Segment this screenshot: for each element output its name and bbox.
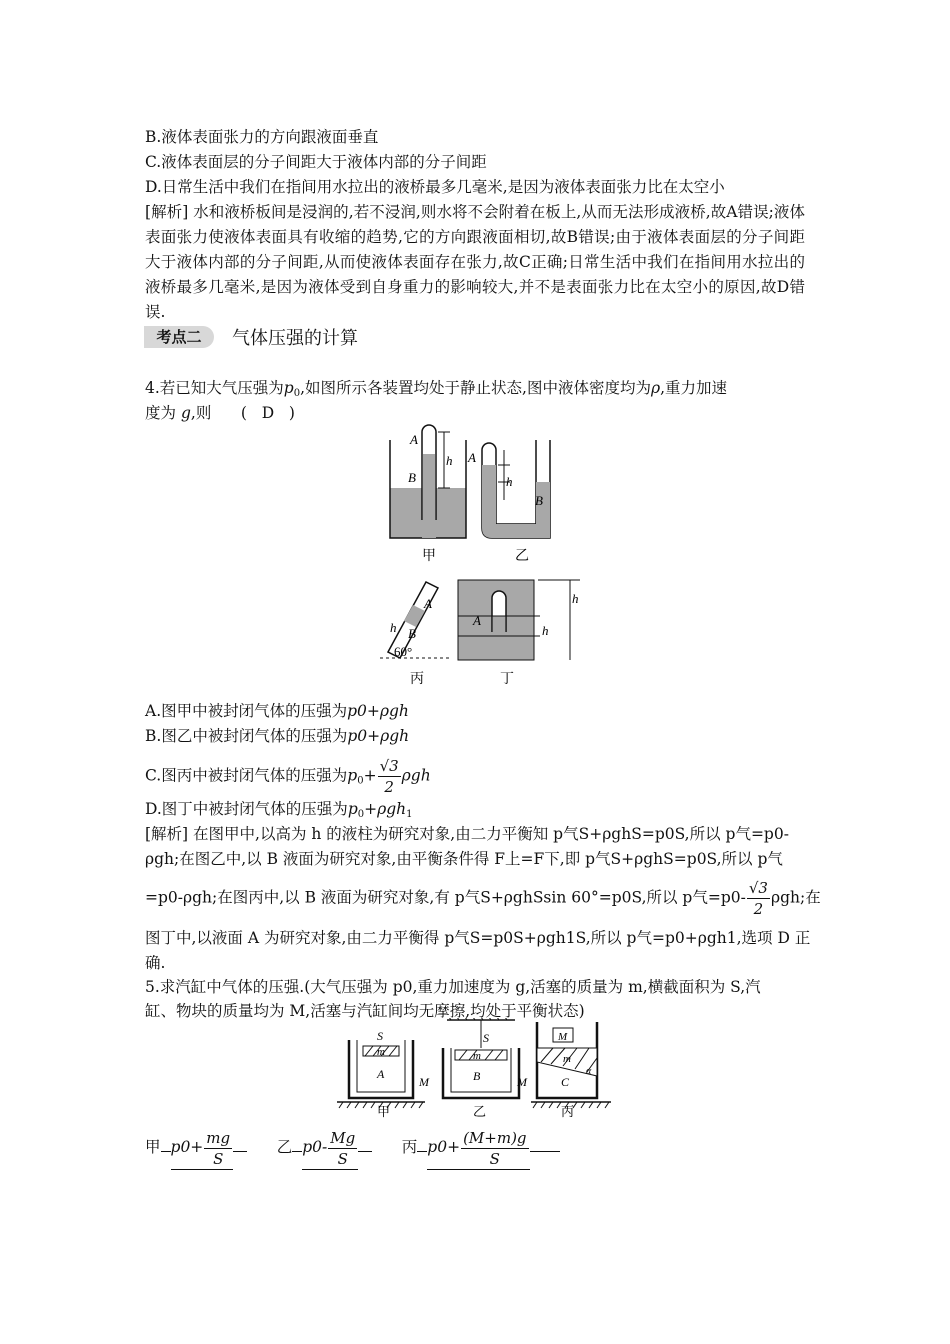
fig-yi-A: A xyxy=(468,450,476,465)
figure-jia xyxy=(390,425,466,564)
rho-symbol: ρ xyxy=(650,379,661,397)
q5-stem-l2: 缸、物块的质量均为 M,活塞与汽缸间均无摩擦,均处于平衡状态) xyxy=(145,1002,585,1020)
q4-option-a: A.图甲中被封闭气体的压强为p0+ρgh xyxy=(145,702,409,720)
svg-text:S: S xyxy=(483,1031,489,1045)
figure-ding xyxy=(458,580,580,687)
fig-bing-angle: 60° xyxy=(394,644,413,659)
svg-text:甲: 甲 xyxy=(377,1104,391,1119)
q4-answer: D xyxy=(261,404,275,422)
svg-text:B: B xyxy=(473,1069,481,1083)
fig-label-yi: 乙 xyxy=(515,549,529,564)
fig-ding-h1: h xyxy=(572,591,579,606)
q5-figure xyxy=(335,1018,615,1124)
svg-text:m: m xyxy=(563,1053,571,1065)
answer-yi-label: 乙 xyxy=(276,1138,293,1156)
fig-label-ding: 丁 xyxy=(500,672,514,687)
q4-analysis-l4: 图丁中,以液面 A 为研究对象,由二力平衡得 p气S=p0S+ρgh1S,所以 p气=p0+ρgh1,选项 D 正 xyxy=(145,929,811,947)
figure-q5-bing xyxy=(531,1022,611,1119)
svg-text:C: C xyxy=(561,1075,570,1089)
fig-label-bing: 丙 xyxy=(410,672,424,687)
q4-analysis-l1: [解析] 在图甲中,以高为 h 的液柱为研究对象,由二力平衡知 p气S+ρghS=p0S,所以 p气=p0- xyxy=(145,825,789,843)
q4-analysis-l5: 确. xyxy=(145,954,166,972)
q4-option-c: C.图丙中被封闭气体的压强为$p_0+$ $\frac{√3}{2}$ ρgh xyxy=(145,757,431,796)
q4-stem-c: ,重力加速 xyxy=(660,379,728,397)
q4-analysis-l2: ρgh;在图乙中,以 B 液面为研究对象,由平衡条件得 F上=F下,即 p气S+ρghS=p0S,所以 p气 xyxy=(145,850,783,868)
section-badge: 考点二 xyxy=(144,326,214,348)
fig-ding-A: A xyxy=(473,613,481,628)
q4-stem: 4.若已知大气压强为$p_0$,如图所示各装置均处于静止状态,图中液体密度均为ρ,重力加速 度为 g,则 ( D ) xyxy=(145,379,728,422)
svg-text:M: M xyxy=(419,1075,429,1089)
option-d: D.日常生活中我们在指间用水拉出的液桥最多几毫米,是因为液体表面张力比在太空小 xyxy=(145,178,725,196)
q5-stem-l1: 5.求汽缸中气体的压强.(大气压强为 p0,重力加速度为 g,活塞的质量为 m,横截面积为 S,汽 xyxy=(145,978,761,996)
option-b: B.液体表面张力的方向跟液面垂直 xyxy=(145,128,379,146)
figure-q5-yi xyxy=(443,1018,528,1119)
q4-option-b: B.图乙中被封闭气体的压强为p0+ρgh xyxy=(145,727,410,745)
q4-stem-a: 4.若已知大气压强为 xyxy=(145,379,284,397)
fig-yi-h: h xyxy=(506,474,513,489)
option-c: C.液体表面层的分子间距大于液体内部的分子间距 xyxy=(145,153,487,171)
answer-jia-label: 甲 xyxy=(145,1138,161,1156)
figure-yi xyxy=(467,440,550,564)
svg-text:M: M xyxy=(517,1075,527,1089)
fig-jia-A: A xyxy=(410,432,418,447)
svg-text:A: A xyxy=(377,1067,385,1081)
figure-q5-jia xyxy=(337,1029,430,1119)
g-symbol: g xyxy=(180,404,191,422)
svg-text:α: α xyxy=(586,1066,592,1077)
q4-figure xyxy=(380,420,590,690)
svg-text:m: m xyxy=(473,1050,481,1062)
svg-text:丙: 丙 xyxy=(561,1104,575,1119)
q5-answers: 甲 p0+ $\frac{mg}{S}$ 乙 p0- $\frac{Mg}{S}$ 丙 p0+ $\frac{(M+m)g}{S}$ xyxy=(145,1126,560,1170)
fig-bing-h: h xyxy=(390,620,397,635)
q4-stem-d: 度为 xyxy=(145,404,177,422)
q4-stem-b: ,如图所示各装置均处于静止状态,图中液体密度均为 xyxy=(300,379,651,397)
svg-text:M: M xyxy=(558,1031,568,1043)
svg-text:乙: 乙 xyxy=(473,1104,487,1119)
fig-ding-h: h xyxy=(542,623,549,638)
fig-jia-h: h xyxy=(446,453,453,468)
svg-text:S: S xyxy=(377,1029,383,1043)
analysis-label: [解析] xyxy=(145,203,189,221)
figure-bing xyxy=(380,582,450,687)
fig-jia-B: B xyxy=(408,470,416,485)
fig-bing-B: B xyxy=(408,626,416,641)
section-title: 气体压强的计算 xyxy=(232,328,358,349)
fig-yi-B: B xyxy=(535,493,543,508)
analysis-text: 水和液桥板间是浸润的,若不浸润,则水将不会附着在板上,从而无法形成液桥,故A错误;液体表面张力使液体表面具有收缩的趋势,它的方向跟液面相切,故B错误;由于液体表面层的分子间距大于液体内部的分子间距,从而使液体表面存在张力,故C正确;日常生活中我们在指间用水拉出的液桥最多几毫米,是因为液体受到自身重力的影响较大,并不是表面张力比在太空小的原因,故D错误. xyxy=(145,203,805,321)
answer-bing-label: 丙 xyxy=(401,1138,418,1156)
fig-bing-A: A xyxy=(424,596,432,611)
q4-stem-e: ,则 xyxy=(190,404,212,422)
analysis-q3 xyxy=(145,200,805,325)
p0-symbol: p xyxy=(283,379,294,397)
q4-analysis-l3: =p0-ρgh;在图丙中,以 B 液面为研究对象,有 p气S+ρghSsin 60°=p0S,所以 p气=p0- $\frac{√3}{2}$ ρgh;在 xyxy=(145,879,821,918)
fig-label-jia: 甲 xyxy=(422,549,436,564)
q4-option-d: D.图丁中被封闭气体的压强为$p_0+\rho gh_1$ xyxy=(145,800,413,820)
svg-text:m: m xyxy=(377,1046,385,1058)
